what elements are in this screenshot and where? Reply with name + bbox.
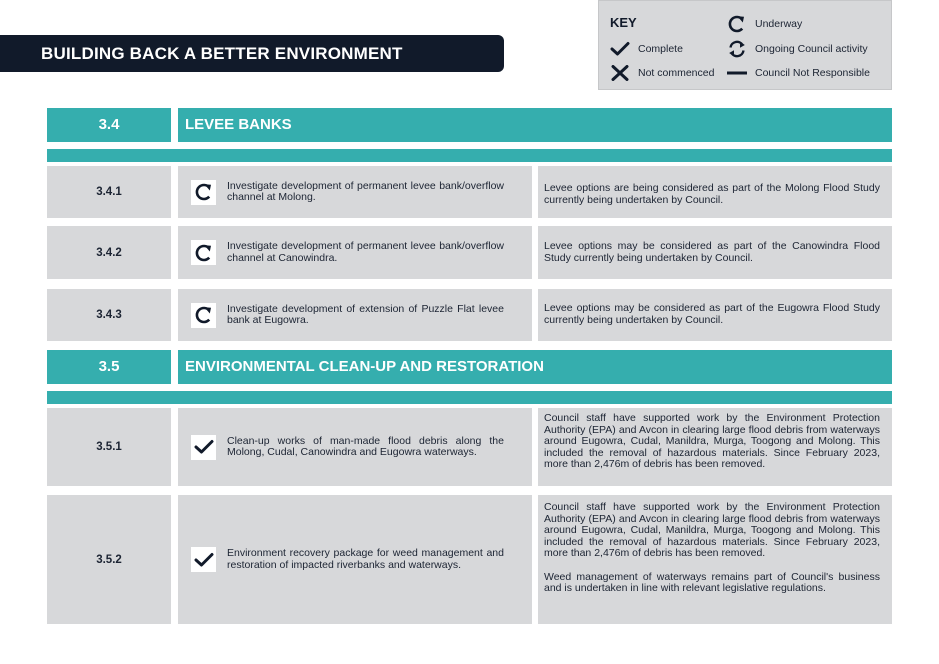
underway-icon (194, 305, 214, 325)
key-underway (727, 15, 802, 33)
item-status-cell (538, 495, 892, 624)
section-number: 3.4 (47, 108, 171, 142)
key-complete (610, 41, 683, 57)
table-row (47, 408, 892, 486)
status-icon-box (191, 303, 216, 328)
status-icon-box (191, 435, 216, 460)
item-number: 3.4.2 (47, 226, 171, 279)
item-status: Levee options may be considered as part of the Canowindra Flood Study currently being undertaken by Council. (544, 240, 880, 264)
section-number: 3.5 (47, 350, 171, 384)
item-number: 3.4.3 (47, 289, 171, 341)
checkmark-icon (610, 41, 630, 57)
section-title: ENVIRONMENTAL CLEAN-UP AND RESTORATION (178, 350, 892, 384)
checkmark-icon (194, 551, 214, 569)
item-description: Investigate development of extension of Puzzle Flat levee bank at Eugowra. (227, 302, 504, 326)
dash-icon (727, 66, 747, 80)
item-number: 3.5.2 (47, 495, 171, 624)
table-row (47, 226, 892, 279)
item-status-cell (538, 166, 892, 218)
section-title: LEVEE BANKS (178, 108, 892, 142)
item-status: Weed management of waterways remains part of Council's business and is undertaken in line with relevant legislative regulations. (544, 570, 880, 594)
section-header (47, 350, 892, 384)
ongoing-cycle-icon (727, 40, 747, 58)
underway-icon (727, 15, 747, 33)
item-status: Council staff have supported work by the Environment Protection Authority (EPA) and Avcon in clearing large flood debris from waterways around Eugowra, Cudal, Manildra, Murga, Toogong and Molong. This included the removal of hazardous materials. Since February 2023, more than 2,476m of debris has been removed. (544, 501, 880, 559)
key-underway-label: Underway (755, 18, 803, 30)
key-title: KEY (610, 15, 637, 30)
key-ongoing (727, 40, 868, 58)
underway-icon (194, 243, 214, 263)
item-number: 3.4.1 (47, 166, 171, 218)
item-status-cell (538, 226, 892, 279)
item-description-cell (178, 166, 532, 218)
item-description: Environment recovery package for weed management and restoration of impacted riverbanks and waterways. (227, 547, 504, 571)
item-status: Council staff have supported work by the Environment Protection Authority (EPA) and Avcon in clearing large flood debris from waterways around Eugowra, Cudal, Manildra, Murga, Toogong and Molong. This included the removal of hazardous materials. Since February 2023, more than 2,476m of debris has been removed. (544, 412, 880, 470)
status-icon-box (191, 547, 216, 572)
item-status: Levee options may be considered as part of the Eugowra Flood Study currently being undertaken by Council. (544, 302, 880, 326)
item-description: Investigate development of permanent levee bank/overflow channel at Molong. (227, 179, 504, 203)
key-not-commenced-label: Not commenced (638, 67, 715, 79)
page-title: BUILDING BACK A BETTER ENVIRONMENT (0, 35, 504, 72)
table-row (47, 166, 892, 218)
item-status-cell (538, 408, 892, 486)
key-ongoing-label: Ongoing Council activity (755, 43, 868, 55)
key-not-commenced (610, 65, 714, 81)
key-not-responsible-label: Council Not Responsible (755, 67, 870, 79)
table-row (47, 495, 892, 624)
key-not-responsible (727, 66, 870, 80)
legend-key (598, 0, 892, 90)
item-number: 3.5.1 (47, 408, 171, 486)
key-complete-label: Complete (638, 43, 683, 55)
status-icon-box (191, 240, 216, 265)
item-status-cell (538, 289, 892, 341)
section-header (47, 108, 892, 142)
table-row (47, 289, 892, 341)
item-description: Clean-up works of man-made flood debris along the Molong, Cudal, Canowindra and Eugowra waterways. (227, 434, 504, 458)
underway-icon (194, 182, 214, 202)
section-divider (47, 391, 892, 404)
item-description-cell (178, 408, 532, 486)
checkmark-icon (194, 438, 214, 456)
cross-icon (610, 65, 630, 81)
item-description-cell (178, 226, 532, 279)
item-description-cell (178, 495, 532, 624)
item-status: Levee options are being considered as part of the Molong Flood Study currently being undertaken by Council. (544, 182, 880, 206)
section-divider (47, 149, 892, 162)
status-icon-box (191, 180, 216, 205)
item-description-cell (178, 289, 532, 341)
item-description: Investigate development of permanent levee bank/overflow channel at Canowindra. (227, 240, 504, 264)
